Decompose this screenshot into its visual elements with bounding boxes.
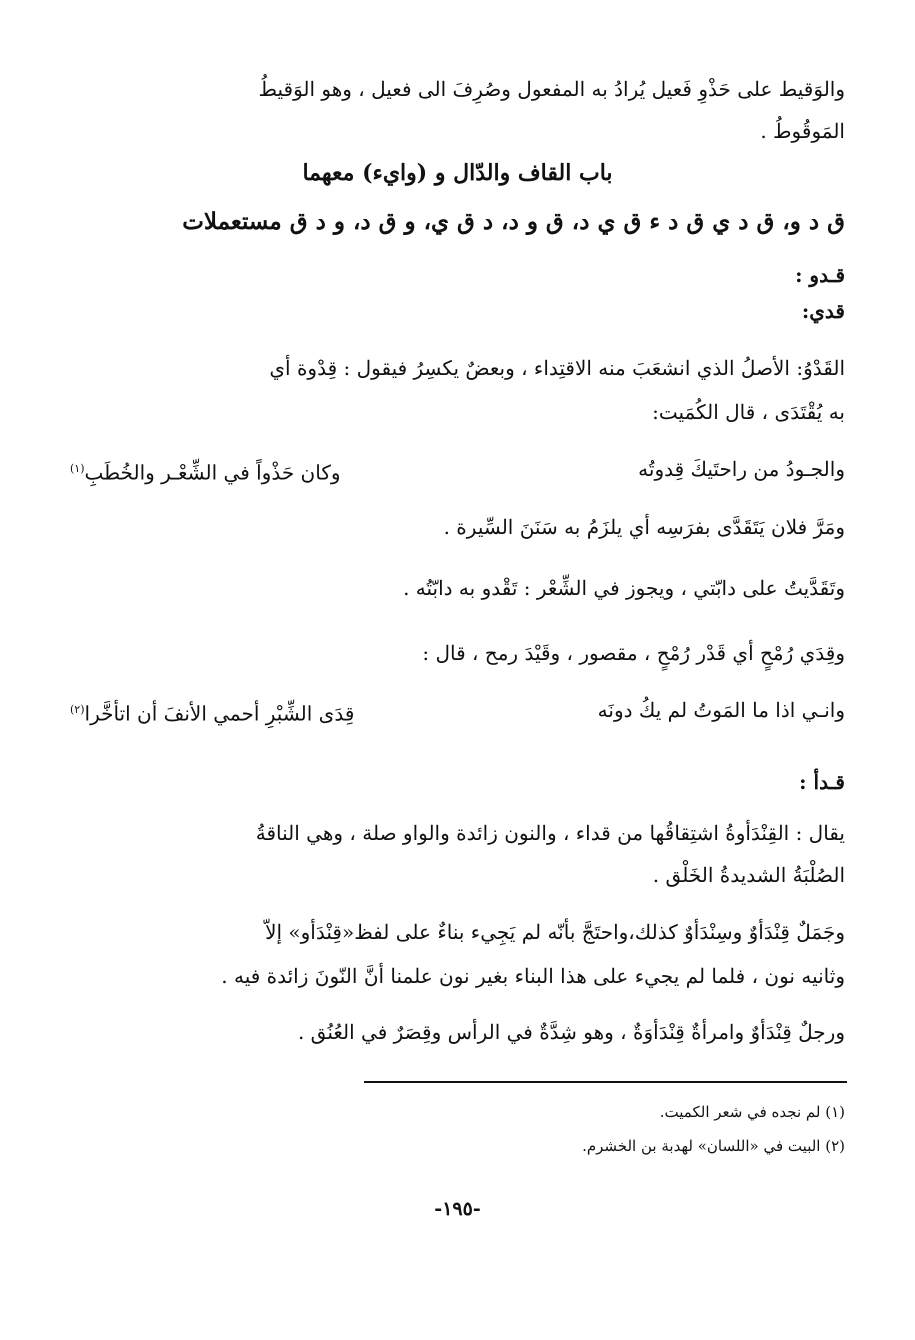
footnote-ref: (١) xyxy=(70,462,85,475)
verse-text: وكان حَذْواً في الشِّعْـر والخُطَبِ xyxy=(84,460,341,485)
poem-verse xyxy=(70,694,845,730)
text-line: المَوقُوطُ . xyxy=(760,119,845,143)
paragraph-line: يقال : القِنْدَأوةُ اشتِقاقُها من قداء ، والنون زائدة والواو صلة ، وهي الناقةُ xyxy=(255,821,845,845)
paragraph-line: وثانيه نون ، فلما لم يجيء على هذا البناء بغير نون علمنا أنَّ النّونَ زائدة فيه . xyxy=(221,964,845,988)
paragraph-line: به يُقْتَدَى ، قال الكُمَيت: xyxy=(652,400,845,424)
entry-heading-qda: قـدأ : xyxy=(799,770,845,794)
chapter-title: باب القاف والدّال و (وايء) معهما xyxy=(302,160,613,186)
verse-hemistich-first: والجـودُ من راحتَيكَ قِدوتُه xyxy=(638,457,845,481)
text-line: والوَقيط على حَذْوِ فَعيل يُرادُ به المفعول وصُرِفَ الى فعيل ، وهو الوَقيطُ xyxy=(258,77,845,101)
footnote: (١) لم نجده في شعر الكميت. xyxy=(659,1103,845,1121)
verse-text: قِدَى الشِّبْرِ أحمي الأنفَ أن اتأخَّرا xyxy=(84,701,355,726)
paragraph-line: الصُلْبَةُ الشديدةُ الخَلْق . xyxy=(652,863,845,887)
paragraph-line: وقِدَي رُمْحٍ أي قَدْر رُمْحٍ ، مقصور ، وقَيْدَ رمح ، قال : xyxy=(422,641,845,665)
poem-verse xyxy=(70,453,845,489)
footnote-ref: (٢) xyxy=(70,703,85,716)
verse-hemistich-second xyxy=(70,453,341,489)
paragraph-line: القَدْوُ: الأصلُ الذي انشعَبَ منه الاقتِداء ، وبعضٌ يكسِرُ فيقول : قِدْوة أي xyxy=(269,356,845,380)
page-number: -١٩٥- xyxy=(434,1198,481,1220)
footnote: (٢) البيت في «اللسان» لهدبة بن الخشرم. xyxy=(582,1137,845,1155)
roots-line: ق د و، ق د ي ق د ء ق ي د، ق و د، د ق ي، و ق د، و د ق مستعملات xyxy=(182,208,845,235)
footnote-divider xyxy=(364,1081,847,1083)
verse-hemistich-second xyxy=(70,694,354,730)
paragraph-line: وجَمَلٌ قِنْدَأوٌ وسِنْدَأوٌ كذلك،واحتَجَّ بأنّه لم يَجِيء بناءٌ على لفظ«قِنْدَأو» إلاّ xyxy=(265,920,845,944)
verse-hemistich-first: وانـي اذا ما المَوتُ لم يكُ دونَه xyxy=(597,698,845,722)
paragraph-line: وتَقَدَّيتُ على دابّتي ، ويجوز في الشِّعْر : تَقْدو به دابّتُه . xyxy=(403,576,845,600)
entry-heading-qdw: قـدو : xyxy=(795,263,845,287)
entry-heading-qdy: قدي: xyxy=(801,299,845,323)
paragraph-line: ورجلٌ قِنْدَأوٌ وامرأةٌ قِنْدَأوَةٌ ، وهو شِدَّةٌ في الرأس وقِصَرٌ في العُنُق . xyxy=(297,1020,845,1044)
paragraph-line: ومَرَّ فلان يَتَقَدَّى بفرَسِه أي يلزَمُ به سَنَنَ السِّيرة . xyxy=(443,515,845,539)
